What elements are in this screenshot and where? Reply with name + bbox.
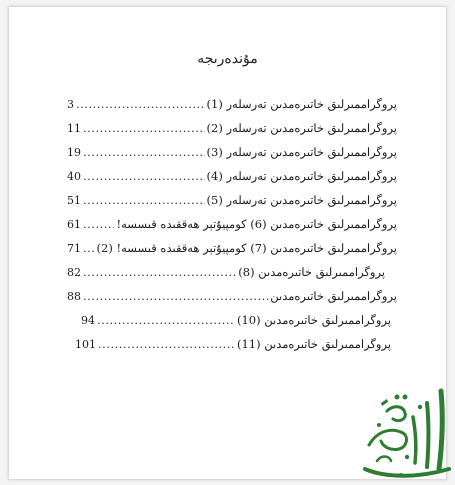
document-page <box>8 6 447 480</box>
toc-title: مۇندەرىجە <box>197 51 258 67</box>
toc-entry[interactable] <box>67 217 397 237</box>
toc-entry-text: پروگراممىرلىق خاتىرەمدىن (10) <box>236 313 391 327</box>
toc-leader <box>83 217 114 231</box>
toc-page-number: 94 <box>81 314 95 327</box>
toc-leader <box>83 193 205 207</box>
toc-leader <box>83 289 268 303</box>
toc-leader <box>83 169 205 183</box>
toc-entry[interactable] <box>75 337 391 357</box>
toc-leader <box>83 145 205 159</box>
toc-entry-text: پروگراممىرلىق خاتىرەمدىن تەرسلەر (2) <box>206 121 397 135</box>
toc-entry-text: پروگراممىرلىق خاتىرەمدىن <box>270 289 397 303</box>
toc-page-number: 3 <box>67 98 74 111</box>
toc-entry-text: پروگراممىرلىق خاتىرەمدىن تەرسلەر (4) <box>206 169 397 183</box>
toc-page-number: 19 <box>67 146 81 159</box>
toc-leader <box>97 313 235 327</box>
toc-entry[interactable] <box>67 265 385 285</box>
toc-page-number: 101 <box>75 338 96 351</box>
toc-entry[interactable] <box>67 289 397 309</box>
toc-leader <box>98 337 235 351</box>
toc-entry[interactable] <box>67 121 397 141</box>
toc-entry-text: پروگراممىرلىق خاتىرەمدىن تەرسلەر (1) <box>206 97 397 111</box>
toc-leader <box>76 97 205 111</box>
toc-page-number: 88 <box>67 290 81 303</box>
toc-page-number: 61 <box>67 218 81 231</box>
toc-entry-text: پروگراممىرلىق خاتىرەمدىن (7) كومپيۇتېر ھەققىدە قىسسە! (2) <box>96 241 397 255</box>
calligraphy-watermark-logo <box>357 383 455 483</box>
toc-entry-text: پروگراممىرلىق خاتىرەمدىن تەرسلەر (3) <box>206 145 397 159</box>
toc-page-number: 82 <box>67 266 81 279</box>
toc-entry[interactable] <box>67 145 397 165</box>
toc-leader <box>83 241 95 255</box>
toc-entry[interactable] <box>81 313 391 333</box>
toc-entry[interactable] <box>67 169 397 189</box>
toc-leader <box>83 121 205 135</box>
toc-page-number: 40 <box>67 170 81 183</box>
toc-entry[interactable] <box>67 97 397 117</box>
toc-entry-text: پروگراممىرلىق خاتىرەمدىن تەرسلەر (5) <box>206 193 397 207</box>
toc-page-number: 71 <box>67 242 81 255</box>
toc-entry[interactable] <box>67 193 397 213</box>
toc-entry[interactable] <box>67 241 397 261</box>
toc-entry-text: پروگراممىرلىق خاتىرەمدىن (8) <box>238 265 385 279</box>
toc-page-number: 51 <box>67 194 81 207</box>
toc-entry-text: پروگراممىرلىق خاتىرەمدىن (11) <box>236 337 391 351</box>
toc-page-number: 11 <box>67 122 81 135</box>
toc-leader <box>83 265 236 279</box>
toc-entry-text: پروگراممىرلىق خاتىرەمدىن (6) كومپيۇتېر ھەققىدە قىسسە! <box>116 217 397 231</box>
